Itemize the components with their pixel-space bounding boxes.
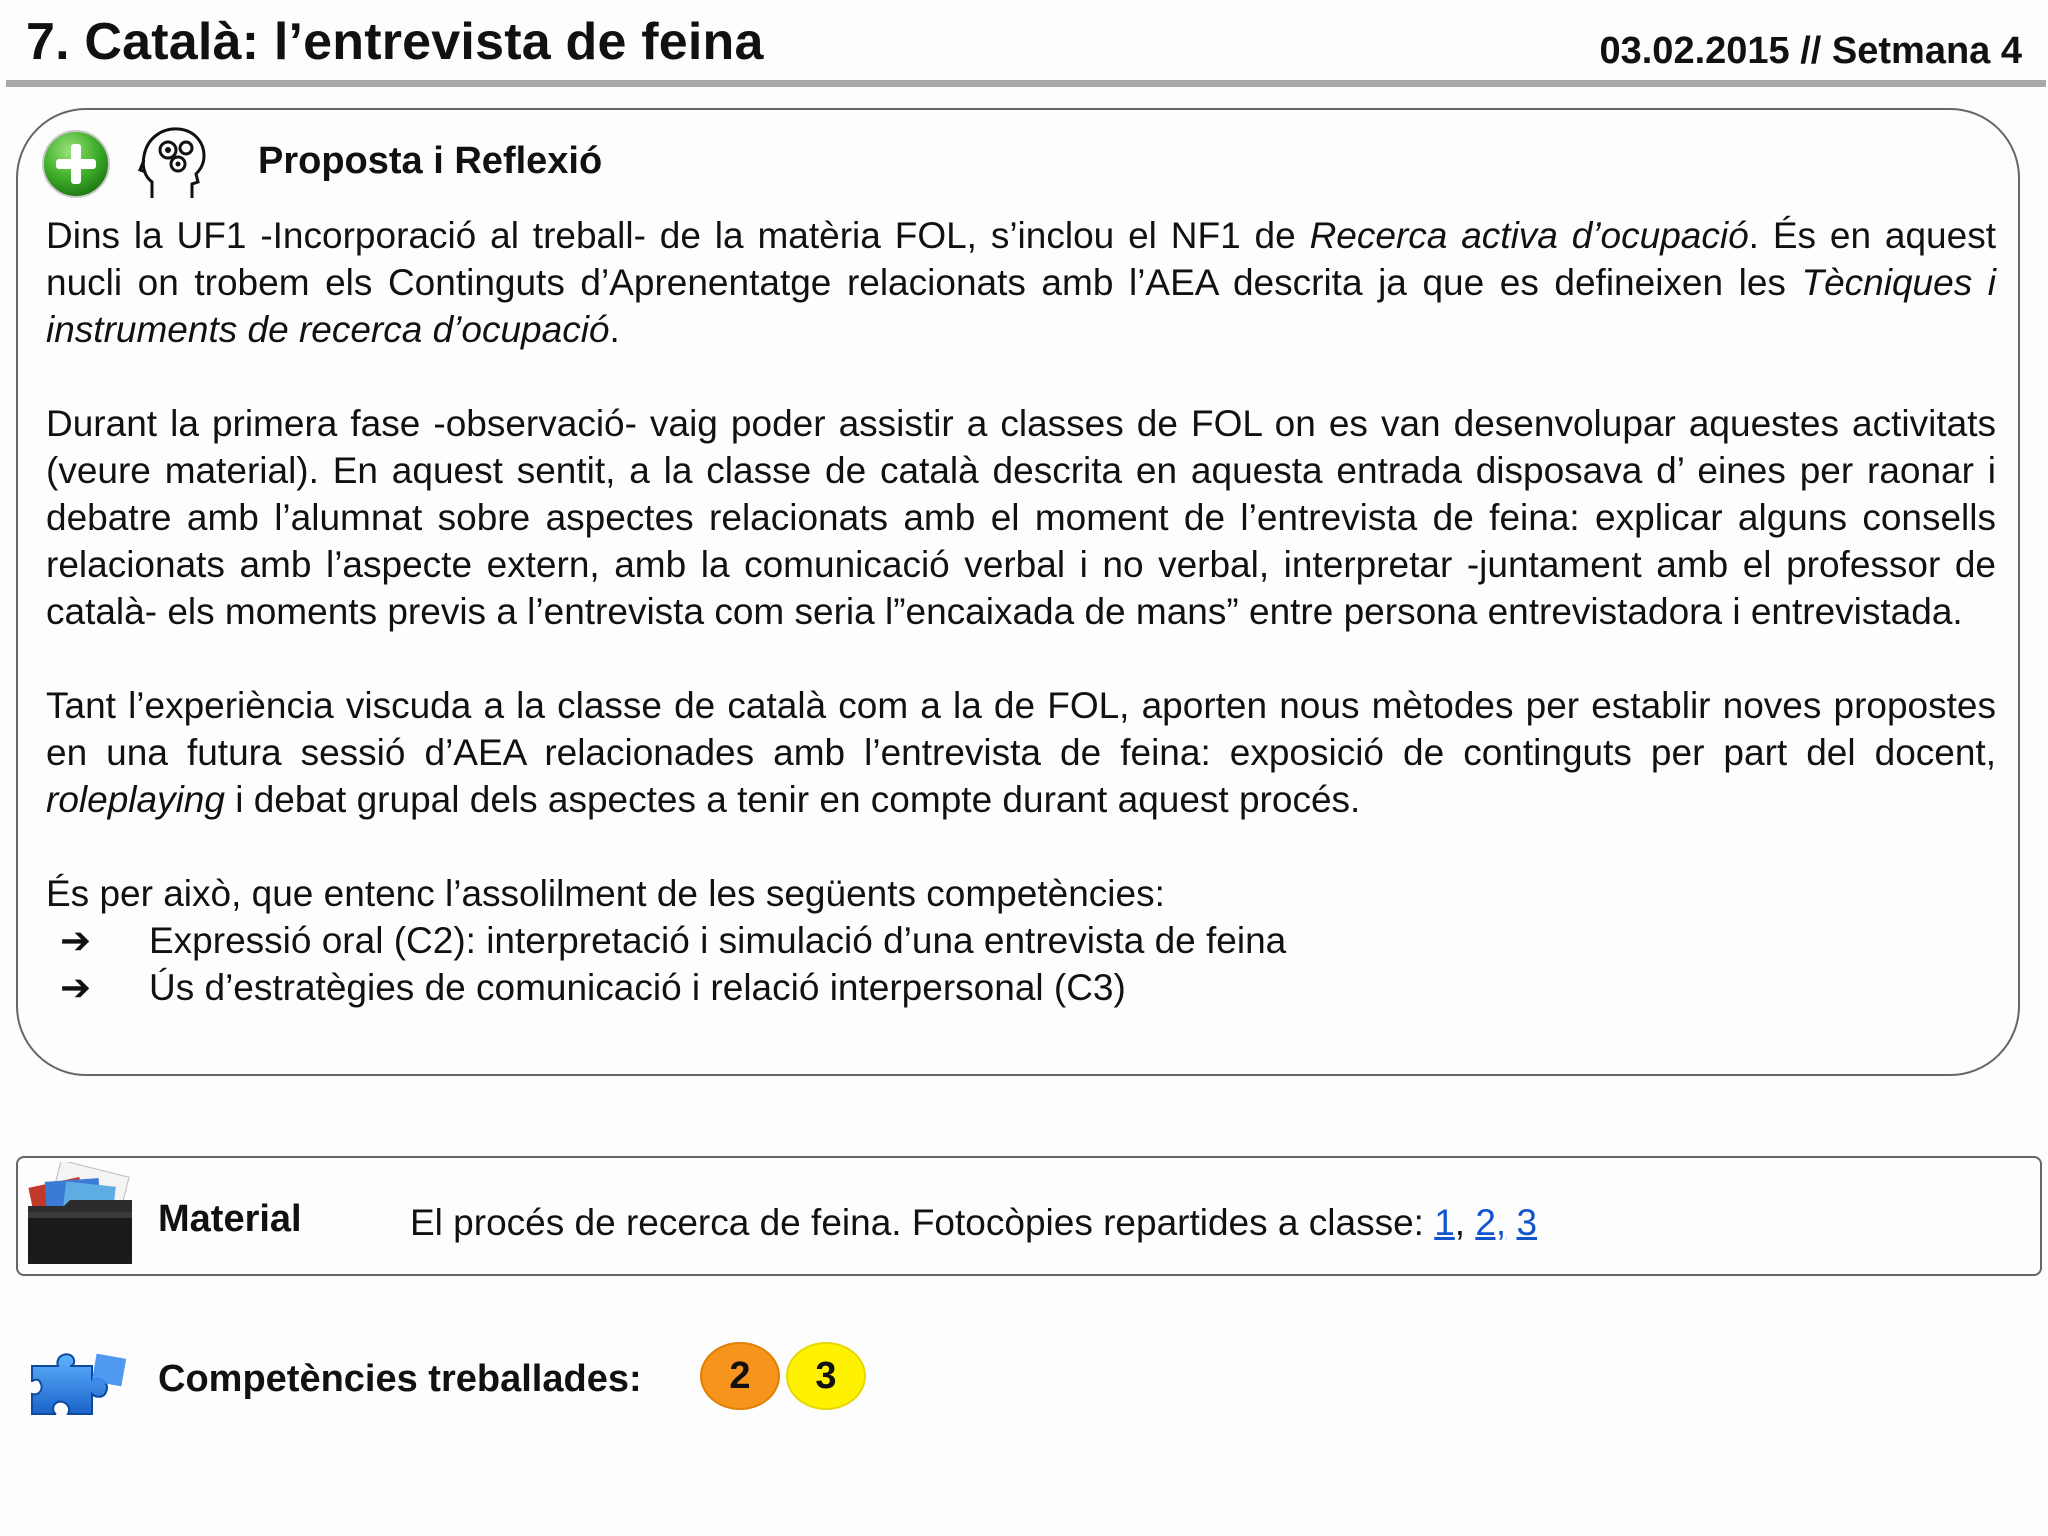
section-heading: Proposta i Reflexió: [258, 140, 603, 182]
competencies-label: Competències treballades:: [158, 1358, 642, 1400]
paragraph-1-text-e: .: [609, 309, 620, 350]
date-week-label: 03.02.2015 // Setmana 4: [1599, 30, 2022, 72]
bullet-text: Ús d’estratègies de comunicació i relació interpersonal (C3): [149, 967, 1126, 1008]
paragraph-3-text-a: Tant l’experiència viscuda a la classe de català com a la de FOL, aporten nous mètodes per establir noves propostes en una futura sessió d’AEA relacionades amb l’entrevista de feina: exposició de continguts per part del docent,: [46, 685, 1996, 773]
paragraph-3-text-c: i debat grupal dels aspectes a tenir en compte durant aquest procés.: [224, 779, 1361, 820]
material-text: El procés de recerca de feina. Fotocòpies repartides a classe:: [410, 1202, 1435, 1243]
head-gears-icon: [138, 124, 208, 202]
folder-photos-icon: [24, 1162, 136, 1270]
paragraph-1-text-c: . És en aquest nucli on trobem els Continguts d’Aprenentatge relacionats amb l’AEA descrita ja que es defineixen les: [46, 215, 1996, 303]
paragraph-3: [46, 682, 1996, 823]
bullet-text: Expressió oral (C2): interpretació i simulació d’una entrevista de feina: [149, 920, 1287, 961]
link-separator: ,: [1454, 1202, 1476, 1243]
paragraph-1: [46, 212, 1996, 353]
arrow-right-icon: ➔: [60, 920, 92, 961]
competency-badge: 2: [700, 1342, 780, 1410]
header-divider: [6, 80, 2046, 87]
paragraph-1-text-a: Dins la UF1 -Incorporació al treball- de la matèria FOL, s’inclou el NF1 de: [46, 215, 1310, 256]
paragraph-2: Durant la primera fase -observació- vaig poder assistir a classes de FOL on es van desenvolupar aquestes activitats (veure material). En aquest sentit, a la classe de català descrita en aquesta entrada disposava d’ eines per raonar i debatre amb l’alumnat sobre aspectes relacionats amb el moment de l’entrevista de feina: explicar alguns consells relacionats amb l’aspecte extern, amb la comunicació verbal i no verbal, interpretar -juntament amb el professor de català- els moments previs a l’entrevista com seria l”encaixada de mans” entre persona entrevistadora i entrevistada.: [46, 403, 1996, 632]
puzzle-piece-icon: [28, 1346, 132, 1418]
paragraph-1-italic-b: Recerca activa d’ocupació: [1309, 215, 1749, 256]
reflection-body: [46, 212, 1996, 1011]
photocopy-link-2[interactable]: 2,: [1475, 1202, 1507, 1243]
arrow-right-icon: ➔: [60, 967, 92, 1008]
bullet-item: [46, 917, 1996, 964]
paragraph-4: És per això, que entenc l’assolilment de les següents competències:: [46, 873, 1165, 914]
page-title: 7. Català: l’entrevista de feina: [26, 13, 764, 71]
paragraph-1-italic-d: Tècniques i instruments de recerca d’ocupació: [46, 262, 1996, 350]
photocopy-link-1[interactable]: 1: [1434, 1202, 1455, 1243]
photocopy-link-3[interactable]: 3: [1516, 1202, 1538, 1243]
material-description: [410, 1202, 1537, 1244]
bullet-item: [46, 964, 1996, 1011]
plus-circle-icon: [40, 128, 112, 200]
material-label: Material: [158, 1198, 302, 1240]
paragraph-3-italic-b: roleplaying: [46, 779, 225, 820]
competency-badge: 3: [786, 1342, 866, 1410]
